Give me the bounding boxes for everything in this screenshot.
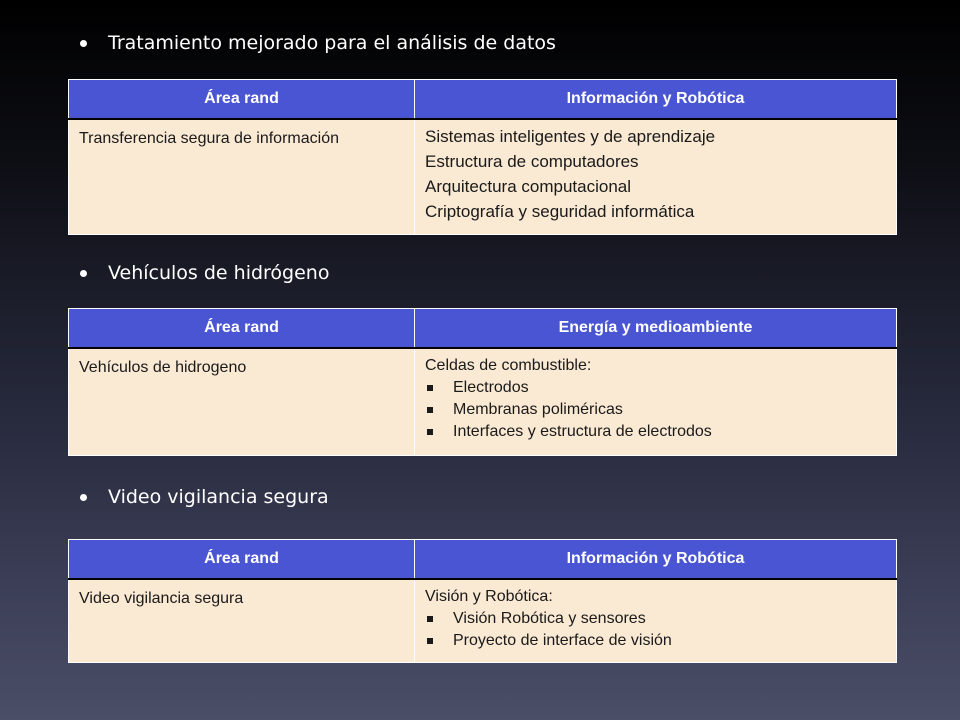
bullet-text: Tratamiento mejorado para el análisis de datos (108, 32, 556, 54)
list-item: Membranas poliméricas (425, 399, 886, 421)
bullet-analisis-datos (80, 32, 556, 54)
table-row (69, 348, 897, 456)
skill-line: Sistemas inteligentes y de aprendizaje (425, 127, 716, 146)
bullet-dot-icon (80, 270, 87, 277)
table-informacion-robotica-1 (68, 79, 897, 235)
project-name: Vehículos de hidrogeno (79, 359, 247, 376)
cell-skills (415, 348, 897, 456)
header-category: Información y Robótica (415, 80, 897, 120)
table-energia-medioambiente (68, 308, 897, 456)
bullet-video-vigilancia (80, 486, 329, 508)
list-item: Visión Robótica y sensores (425, 608, 886, 630)
list-item: Proyecto de interface de visión (425, 630, 886, 652)
cell-project (69, 579, 415, 663)
table-header-row (69, 309, 897, 349)
skill-line: Criptografía y seguridad informática (425, 202, 695, 221)
table-row (69, 579, 897, 663)
list-item: Interfaces y estructura de electrodos (425, 421, 886, 443)
cell-skills (415, 579, 897, 663)
skills-intro: Visión y Robótica: (425, 588, 553, 605)
skills-list (425, 608, 886, 652)
skill-line: Estructura de computadores (425, 152, 639, 171)
cell-project (69, 119, 415, 235)
table-informacion-robotica-2 (68, 539, 897, 663)
header-area-rand: Área rand (69, 80, 415, 120)
bullet-dot-icon (80, 494, 87, 501)
project-name: Video vigilancia segura (79, 590, 244, 607)
table-header-row (69, 80, 897, 120)
bullet-dot-icon (80, 40, 87, 47)
skills-intro: Celdas de combustible: (425, 357, 592, 374)
header-category: Información y Robótica (415, 540, 897, 580)
table-header-row (69, 540, 897, 580)
project-name: Transferencia segura de información (79, 130, 339, 147)
skills-list (425, 377, 886, 443)
cell-skills (415, 119, 897, 235)
bullet-text: Vehículos de hidrógeno (108, 262, 330, 284)
bullet-vehiculos-hidrogeno (80, 262, 329, 284)
header-area-rand: Área rand (69, 540, 415, 580)
table-row (69, 119, 897, 235)
skill-line: Arquitectura computacional (425, 177, 632, 196)
header-category: Energía y medioambiente (415, 309, 897, 349)
list-item: Electrodos (425, 377, 886, 399)
bullet-text: Video vigilancia segura (108, 486, 329, 508)
cell-project (69, 348, 415, 456)
header-area-rand: Área rand (69, 309, 415, 349)
